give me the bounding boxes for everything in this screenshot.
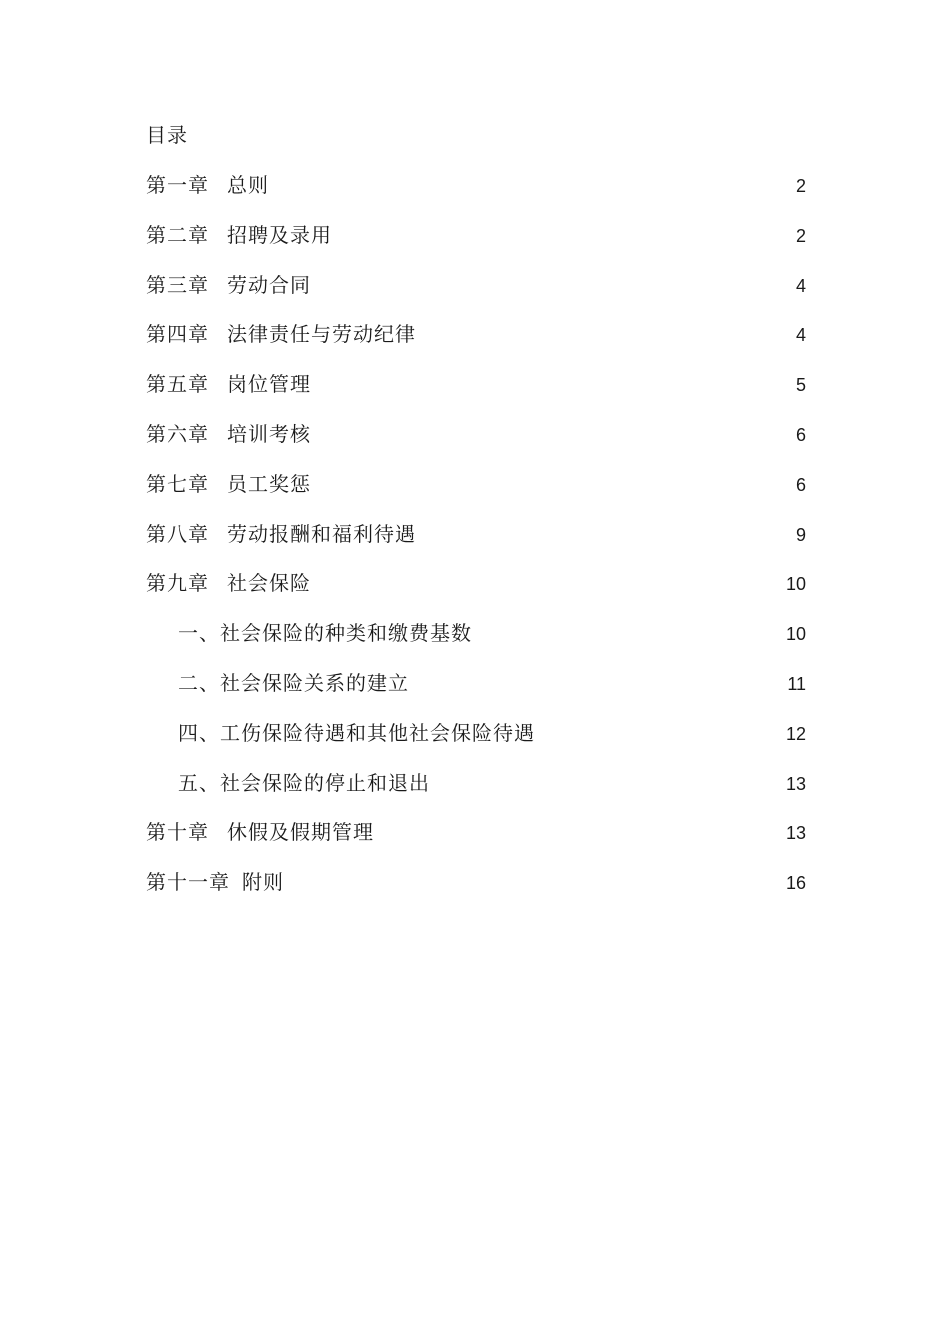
toc-entry-number: 第七章 [146, 471, 209, 496]
toc-entry-title: 总则 [227, 173, 269, 197]
toc-page-number: 4 [795, 275, 806, 296]
toc-page-number: 11 [787, 673, 806, 694]
table-of-contents [146, 170, 806, 917]
toc-dot-leader [319, 289, 794, 292]
toc-entry-title: 法律责任与劳动纪律 [227, 322, 416, 347]
toc-entry-label [178, 718, 535, 748]
toc-entry[interactable] [146, 568, 806, 618]
toc-page-number: 13 [785, 773, 806, 794]
toc-page-number: 4 [795, 325, 806, 346]
toc-entry-number: 第四章 [146, 322, 209, 347]
toc-entry[interactable] [146, 319, 806, 369]
toc-subentry[interactable] [146, 618, 806, 668]
toc-entry-label [178, 668, 409, 698]
toc-dot-leader [292, 886, 784, 889]
toc-page-number: 5 [795, 375, 806, 396]
toc-page-number: 10 [785, 624, 806, 645]
toc-entry-label [146, 170, 269, 200]
toc-entry-number: 第十一章 [146, 870, 230, 895]
toc-entry-title: 培训考核 [227, 421, 311, 446]
toc-entry-label [146, 867, 284, 897]
toc-dot-leader [382, 836, 784, 839]
toc-entry-title: 社会保险的种类和缴费基数 [220, 621, 472, 646]
toc-entry-title: 休假及假期管理 [227, 820, 374, 845]
toc-page-number: 12 [785, 723, 806, 744]
toc-entry-number: 第六章 [146, 421, 209, 446]
toc-entry-number: 二、 [178, 670, 220, 695]
toc-entry-label [146, 319, 416, 349]
toc-dot-leader [319, 438, 794, 441]
toc-dot-leader [480, 637, 762, 640]
toc-entry-label [178, 618, 472, 648]
toc-page-number: 9 [795, 524, 806, 545]
toc-entry-title: 社会保险 [227, 571, 311, 596]
toc-dot-leader [424, 338, 794, 341]
toc-subentry[interactable] [146, 718, 806, 768]
toc-entry-label [178, 768, 430, 798]
toc-entry-title: 社会保险的停止和退出 [220, 770, 430, 795]
toc-entry-label [146, 469, 311, 499]
toc-dot-leader [319, 388, 794, 391]
toc-entry[interactable] [146, 817, 806, 867]
toc-entry-title: 工伤保险待遇和其他社会保险待遇 [220, 720, 535, 745]
toc-entry-label [146, 519, 416, 549]
toc-entry-number: 第八章 [146, 521, 209, 546]
toc-entry[interactable] [146, 519, 806, 569]
toc-entry[interactable] [146, 369, 806, 419]
toc-entry-title: 劳动报酬和福利待遇 [227, 521, 416, 546]
toc-page-number: 10 [785, 574, 806, 595]
toc-page-number: 6 [795, 474, 806, 495]
toc-entry-number: 第十章 [146, 820, 209, 845]
toc-entry-label [146, 568, 311, 598]
toc-entry[interactable] [146, 867, 806, 917]
toc-entry-number: 五、 [178, 770, 220, 795]
toc-entry-number: 一、 [178, 621, 220, 646]
toc-entry-label [146, 369, 311, 399]
toc-dot-leader [319, 587, 784, 590]
toc-entry-title: 招聘及录用 [227, 222, 332, 247]
toc-entry-number: 第五章 [146, 372, 209, 397]
toc-entry[interactable] [146, 170, 806, 220]
toc-entry-label [146, 270, 311, 300]
toc-entry-number: 第三章 [146, 272, 209, 297]
toc-page-number: 2 [795, 176, 806, 196]
toc-dot-leader [319, 488, 794, 491]
toc-entry-label [146, 419, 311, 449]
toc-page-number: 2 [795, 225, 806, 246]
toc-entry-title: 员工奖惩 [227, 471, 311, 496]
toc-dot-leader [417, 687, 763, 690]
toc-dot-leader [438, 787, 762, 790]
toc-entry-title: 社会保险关系的建立 [220, 670, 409, 695]
toc-entry-label [146, 220, 332, 250]
toc-entry-number: 第一章 [146, 173, 209, 197]
toc-entry-label [146, 817, 374, 847]
toc-dot-leader [424, 538, 794, 541]
toc-entry[interactable] [146, 469, 806, 519]
toc-title: 目录 [146, 123, 188, 147]
toc-page-number: 6 [795, 424, 806, 445]
toc-page-number: 13 [785, 823, 806, 844]
toc-entry-number: 第九章 [146, 571, 209, 596]
toc-dot-leader [543, 737, 762, 740]
toc-entry[interactable] [146, 419, 806, 469]
toc-dot-leader [340, 239, 794, 242]
toc-entry-title: 劳动合同 [227, 272, 311, 297]
toc-subentry[interactable] [146, 668, 806, 718]
toc-dot-leader [277, 189, 794, 192]
toc-page-number: 16 [785, 873, 806, 894]
toc-subentry[interactable] [146, 768, 806, 818]
toc-entry-number: 第二章 [146, 222, 209, 247]
toc-entry[interactable] [146, 270, 806, 320]
toc-entry-title: 岗位管理 [227, 372, 311, 397]
toc-entry-title: 附则 [242, 870, 284, 895]
toc-entry[interactable] [146, 220, 806, 270]
toc-entry-number: 四、 [178, 720, 220, 745]
